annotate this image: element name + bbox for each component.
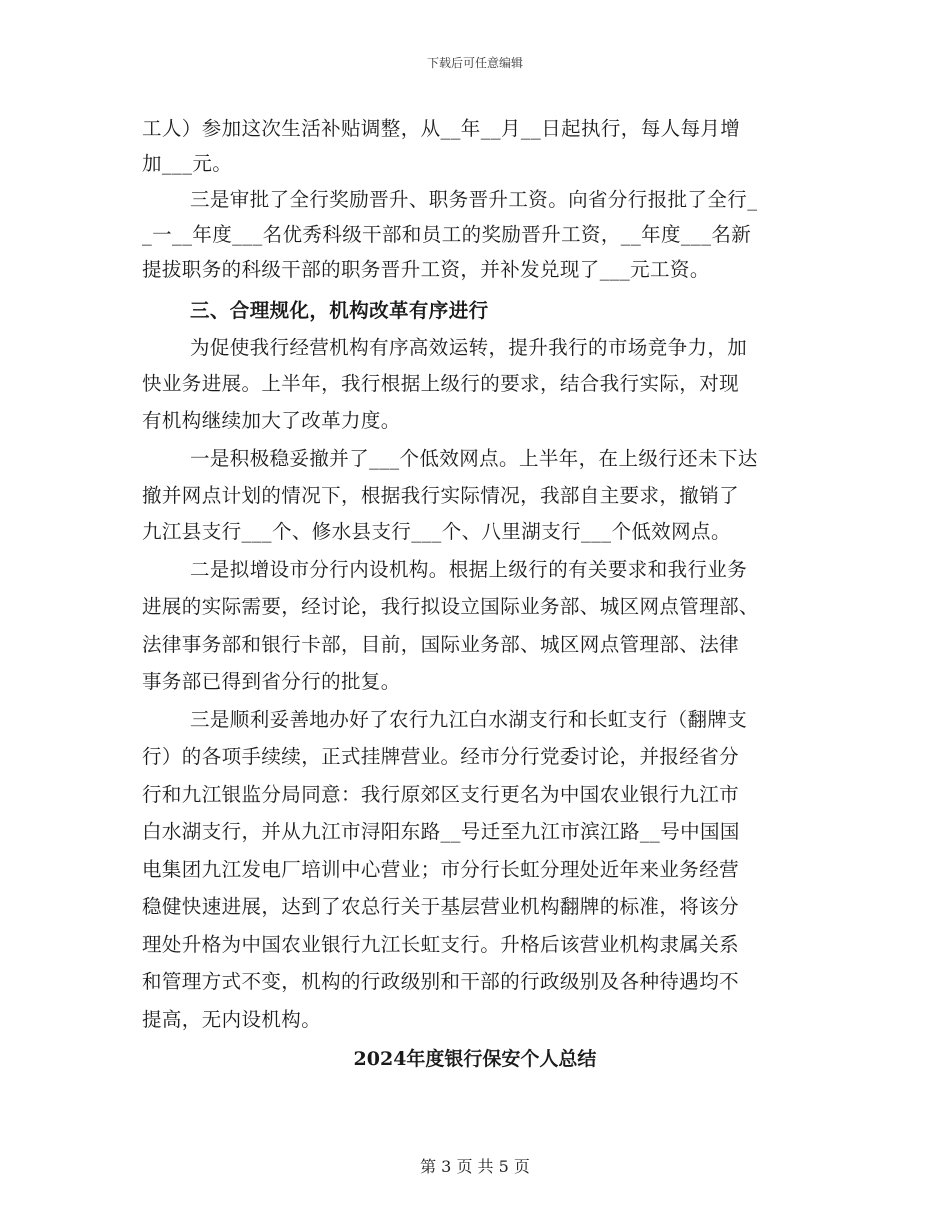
page-footer: 第 3 页 共 5 页 [420,1157,530,1176]
body-line: 二是拟增设市分行内设机构。根据上级行的有关要求和我行业务 [190,558,748,581]
document-title: 2024年度银行保安个人总结 [353,1048,597,1070]
body-line: 事务部已得到省分行的批复。 [142,670,401,693]
body-line: 行和九江银监分局同意：我行原郊区支行更名为中国农业银行九江市 [142,783,740,806]
body-line: 进展的实际需要，经讨论，我行拟设立国际业务部、城区网点管理部、 [142,595,759,618]
body-line: 工人）参加这次生活补贴调整，从__年__月__日起执行，每人每月增 [142,117,741,140]
body-line: 有机构继续加大了改革力度。 [142,409,401,432]
body-line: 一是积极稳妥撤并了___个低效网点。上半年，在上级行还未下达 [190,447,758,470]
body-line: 理处升格为中国农业银行九江长虹支行。升格后该营业机构隶属关系 [142,933,740,956]
body-line: 三是顺利妥善地办好了农行九江白水湖支行和长虹支行（翻牌支 [190,708,748,731]
section-heading: 三、合理规化，机构改革有序进行 [190,299,489,322]
body-line: 撤并网点计划的情况下，根据我行实际情况，我部自主要求，撤销了 [142,484,740,507]
page-header: 下载后可任意编辑 [426,56,523,70]
body-line: 三是审批了全行奖励晋升、职务晋升工资。向省分行报批了全行_ [190,188,758,211]
body-line: 电集团九江发电厂培训中心营业；市分行长虹分理处近年来业务经营 [142,858,740,881]
body-line: 和管理方式不变，机构的行政级别和干部的行政级别及各种待遇均不 [142,970,740,993]
body-line: 加___元。 [142,152,233,175]
body-line: 法律事务部和银行卡部，目前，国际业务部、城区网点管理部、法律 [142,633,740,656]
body-line: 九江县支行___个、修水县支行___个、八里湖支行___个低效网点。 [142,520,731,543]
body-line: 稳健快速进展，达到了农总行关于基层营业机构翻牌的标准，将该分 [142,895,740,918]
body-line: 快业务进展。上半年，我行根据上级行的要求，结合我行实际，对现 [142,372,740,395]
body-line: 提拔职务的科级干部的职务晋升工资，并补发兑现了___元工资。 [142,258,710,281]
body-line: 行）的各项手续续，正式挂牌营业。经市分行党委讨论，并报经省分 [142,745,740,768]
body-line: 提高，无内设机构。 [142,1008,322,1031]
body-line: _一__年度___名优秀科级干部和员工的奖励晋升工资，__年度___名新 [142,223,752,246]
body-line: 白水湖支行，并从九江市浔阳东路__号迁至九江市滨江路__号中国国 [142,820,740,843]
body-line: 为促使我行经营机构有序高效运转，提升我行的市场竞争力，加 [190,336,748,359]
